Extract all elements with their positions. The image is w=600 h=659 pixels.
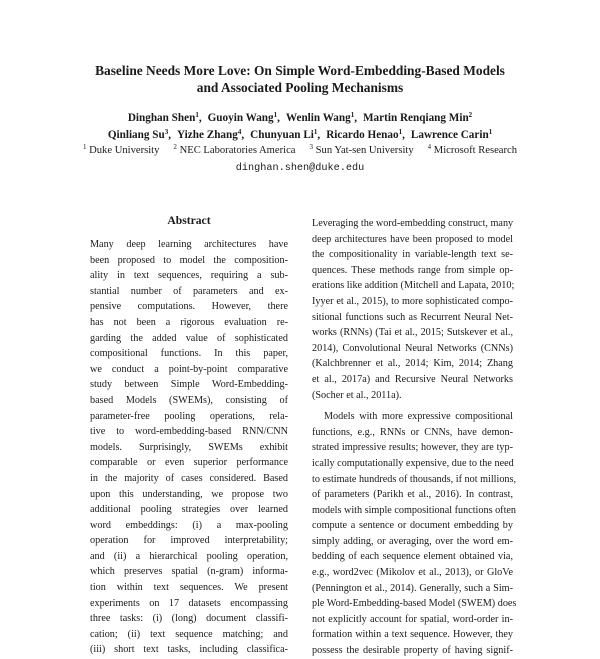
author-name: Chunyuan Li$^1$, (250, 128, 321, 141)
affiliation-name: Duke University (86, 145, 160, 156)
text-line: (Kalchbrenner et al., 2014; Kim, 2014; Zhang (312, 358, 513, 370)
author-name: Ricardo Henao$^1$, (326, 128, 405, 141)
title-line-2: and Associated Pooling Mechanisms (196, 80, 404, 95)
text-line: Many deep learning architectures have (90, 239, 288, 250)
text-line: study between Simple Word-Embedding- (90, 379, 288, 391)
affiliation-name: Microsoft Research (431, 145, 518, 156)
text-line: additional pooling strategies over learned (90, 504, 288, 516)
author-list-row-2 (0, 128, 600, 142)
text-line: Iyyer et al., 2015), to more sophisticated compo- (312, 295, 513, 307)
paper-title (0, 62, 600, 96)
author-affiliation-mark: 1 (195, 111, 199, 119)
text-line: deep architectures have been proposed to model (312, 233, 513, 245)
author-name-text: Qinliang Su (107, 129, 165, 141)
text-line: possess the desirable property of having signif- (312, 645, 513, 657)
text-line: word embeddings: (i) a max-pooling (90, 519, 288, 531)
author-name: Guoyin Wang$^1$, (207, 111, 280, 124)
author-affiliation-mark: 3 (164, 128, 169, 136)
text-line: operation for improved interpretability; (90, 535, 288, 547)
text-line: three tasks: (i) (long) document classifi- (90, 613, 288, 625)
text-line: the compositionality in variable-length text se- (312, 249, 513, 261)
affiliation-item (428, 145, 517, 156)
text-line: experiments on 17 datasets encompassing (90, 597, 288, 609)
author-affiliation-mark: 2 (468, 111, 473, 119)
text-line: quences. These methods range from simple op- (312, 264, 513, 276)
text-line: Leveraging the word-embedding construct, many (312, 218, 514, 229)
text-line: based Models (SWEMs), consisting of (90, 394, 288, 406)
text-line: models. Surprisingly, SWEMs exhibit (90, 441, 288, 453)
affiliation-item (173, 145, 295, 156)
text-line: sitional functions such as Recurrent Neural Net- (312, 311, 513, 323)
text-line: Models with more expressive compositional (324, 411, 513, 423)
text-line: parameter-free pooling operations, rela- (90, 410, 288, 422)
author-name-text: Ricardo Henao (326, 129, 399, 141)
text-line: ality in text sequences, requiring a sub- (90, 270, 288, 282)
author-name-text: Dinghan Shen (127, 112, 196, 124)
text-line: (Socher et al., 2011a). (312, 389, 402, 401)
affiliation-mark: 4 (427, 143, 432, 151)
author-name-text: Lawrence Carin (410, 129, 489, 141)
author-name-text: Yizhe Zhang (177, 129, 238, 141)
text-line: compositional functions. In this paper, (90, 348, 288, 360)
text-line: stantial number of parameters and ex- (90, 285, 288, 297)
affiliation-name: Sun Yat-sen University (312, 145, 414, 156)
title-line-1: Baseline Needs More Love: On Simple Word-Embedding-Based Models (95, 63, 505, 78)
author-name: Dinghan Shen$^1$, (127, 111, 202, 124)
text-line: not explicitly account for spatial, word-order in- (312, 613, 513, 625)
text-line: (Pennington et al., 2014). Generally, such a Sim- (312, 582, 513, 594)
affiliation-mark: 1 (82, 143, 87, 151)
text-line: been proposed to model the composition- (90, 254, 288, 266)
author-affiliation-mark: 4 (237, 128, 242, 136)
text-line: 2014), Convolutional Neural Networks (CNNs) (312, 342, 513, 354)
affiliation-item (309, 145, 413, 156)
text-line: cation; (ii) text sequence matching; and (90, 628, 288, 640)
text-line: has not been a rigorous evaluation re- (90, 316, 288, 328)
author-affiliation-mark: 1 (398, 128, 403, 136)
text-line: simply adding, or averaging, over the word em- (312, 535, 513, 547)
text-line: in the majority of cases considered. Based (90, 472, 288, 484)
author-name: Qinliang Su$^3$, (107, 128, 172, 141)
author-name: Yizhe Zhang$^4$, (177, 128, 245, 141)
text-line: bedding of each sequence element obtained via, (312, 551, 513, 563)
text-line: pensive computations. However, there (90, 301, 288, 313)
abstract-heading: Abstract (167, 214, 211, 227)
author-affiliation-mark: 1 (273, 111, 278, 119)
text-line: erations like addition (Mitchell and Lapata, 2010; (312, 280, 515, 292)
text-line: tive to word-embedding-based RNN/CNN (90, 426, 288, 438)
affiliation-name: NEC Laboratories America (176, 145, 296, 156)
text-line: we conduct a point-by-point comparative (90, 363, 288, 375)
abstract-body (90, 237, 288, 658)
text-line: garding the added value of sophisticated (90, 332, 288, 344)
text-line: functions, e.g., RNNs or CNNs, have demon- (312, 426, 513, 438)
author-name-text: Martin Renqiang Min (363, 112, 469, 124)
author-list-row-1 (0, 111, 600, 125)
text-line: works (RNNs) (Tai et al., 2015; Sutskever et al., (312, 327, 513, 339)
affiliation-mark: 3 (309, 143, 313, 151)
text-line: models with simple compositional functions often (312, 504, 517, 516)
text-line: strated impressive results; however, they are typ- (312, 442, 513, 454)
author-affiliation-mark: 1 (350, 111, 355, 119)
text-line: formation within a text sequence. However, they (312, 629, 513, 641)
text-line: to estimate hundreds of thousands, if not millions, (312, 473, 517, 485)
text-line: ically computationally expensive, due to the need (312, 457, 514, 469)
affiliation-item (83, 145, 159, 156)
author-affiliation-mark: 1 (488, 128, 493, 136)
affiliations (0, 144, 600, 158)
text-line: et al., 2017a) and Recursive Neural Networks (312, 373, 513, 385)
introduction-body (312, 216, 517, 659)
author-name-text: Guoyin Wang (207, 112, 274, 124)
author-name-text: Wenlin Wang (285, 112, 351, 124)
text-line: upon this understanding, we propose two (90, 488, 288, 500)
text-line: e.g., word2vec (Mikolov et al., 2013), or GloVe (312, 567, 513, 579)
author-name-text: Chunyuan Li (250, 129, 314, 141)
text-line: tion within text sequences. We present (90, 582, 288, 594)
author-name (363, 112, 472, 124)
text-line: (iii) short text tasks, including classifica- (90, 644, 288, 656)
text-line: of parameters (Parikh et al., 2016). In contrast, (312, 489, 513, 501)
affiliation-mark: 2 (173, 143, 177, 151)
contact-email[interactable]: dinghan.shen@duke.edu (235, 163, 365, 174)
text-line: which preserves spatial (n-gram) informa- (90, 566, 288, 578)
text-line: and (ii) a hierarchical pooling operation, (90, 550, 288, 562)
author-affiliation-mark: 1 (313, 128, 318, 136)
author-name (411, 129, 492, 141)
author-name: Wenlin Wang$^1$, (285, 111, 357, 124)
text-line: compute a sentence or document embedding by (312, 520, 513, 532)
text-line: ple Word-Embedding-based Model (SWEM) does (312, 598, 517, 610)
text-line: comparable or even superior performance (90, 457, 288, 469)
